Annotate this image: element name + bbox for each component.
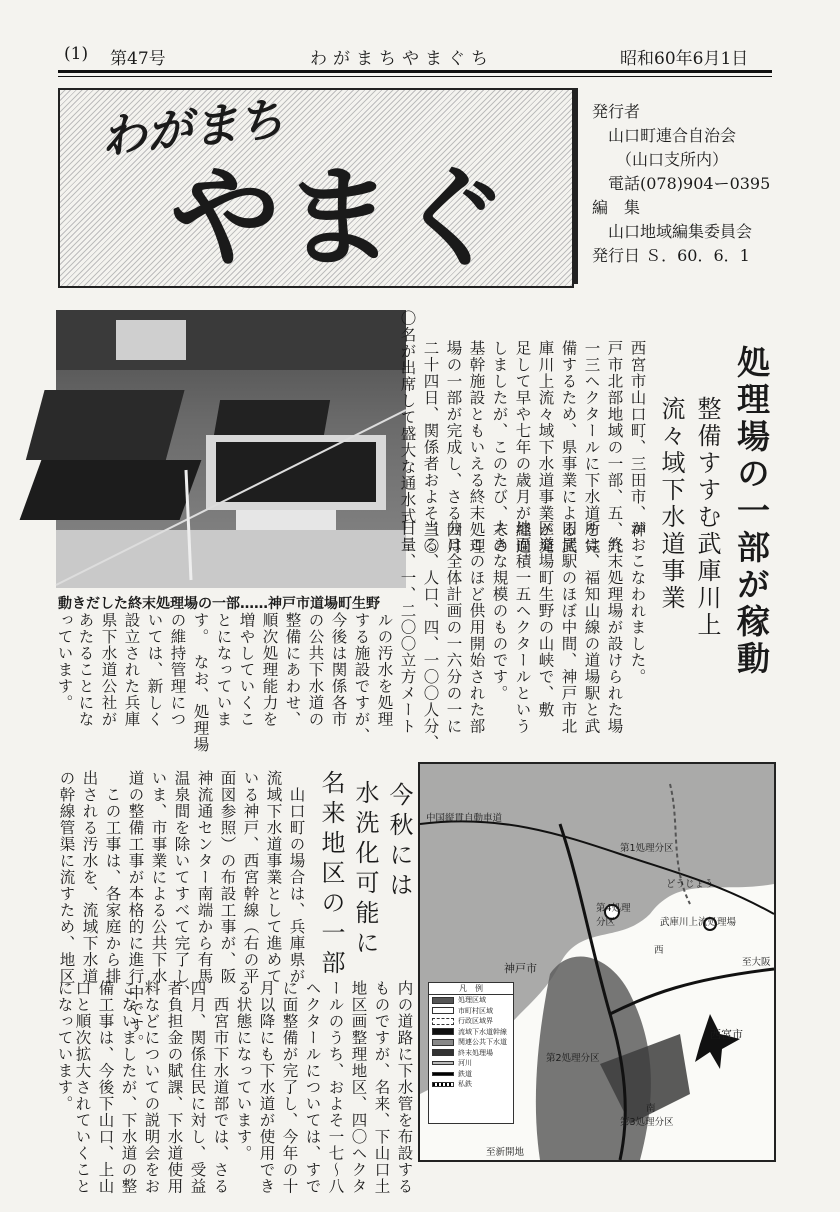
- article1-text-line: 戸市北部地域の一部、五、九: [605, 340, 624, 555]
- photo-caption: 動きだした終末処理場の一部……神戸市道場町生野: [58, 596, 380, 612]
- article2-text-line: この工事は、各家庭から排: [103, 770, 122, 985]
- publisher-line: 発行日 Ｓ．60．6．1: [592, 246, 750, 265]
- article2-text-line: 出される汚水を、流域下水道: [80, 770, 99, 985]
- article1-text-line: あたることにな: [76, 612, 95, 728]
- publisher-line: 山口町連合自治会: [592, 126, 737, 145]
- article1-text-line: 〇名が出席して盛大な通水式: [398, 310, 417, 525]
- article1-text-line: 設立された兵庫: [122, 612, 141, 728]
- article1-text-line: 当る、人口、四、一〇〇人分、: [421, 520, 440, 751]
- article2-text-line: いま、市事業による公共下水: [149, 770, 168, 985]
- article1-text-line: 一三ヘクタールに下水道を完: [582, 340, 601, 555]
- article2-text-line: 者負担金の賦課、下水道使用: [165, 980, 184, 1195]
- map-label: 中国縦貫自動車道: [426, 813, 503, 824]
- article1-text-line: す。 なお、処理場: [191, 612, 210, 753]
- article1-text-line: しましたが、このたび、その: [490, 340, 509, 555]
- article2-text-line: 道の整備工事が本格的に進行中です。: [126, 770, 145, 1051]
- header-rule-thick: [58, 70, 772, 73]
- map-label: 武庫川上流処理場: [660, 917, 737, 928]
- article1-text-line: 終末処理場が設けられた場: [605, 520, 624, 735]
- article1-text-line: 大きな規模のものです。: [490, 520, 509, 702]
- masthead-divider: [574, 88, 578, 284]
- article2-text-line: 料などについての説明会をお: [142, 980, 161, 1195]
- issue-number: 第47号: [110, 49, 166, 69]
- article1-text-line: 西宮市山口町、三田市、神: [628, 340, 647, 538]
- article1-text-line: 分は全体計画の一六分の一に: [444, 520, 463, 735]
- page-number: (1): [64, 44, 89, 64]
- article1-text-line: このほど供用開始された部: [467, 520, 486, 735]
- publisher-line: （山口支所内）: [592, 150, 729, 169]
- legend-item: 関連公共下水道: [429, 1037, 513, 1048]
- article2-text-line: 備工事は、今後下山口、上山: [96, 980, 115, 1195]
- article1-text-line: 県下水道公社が: [99, 612, 118, 728]
- article2-text-line: 面図参照）の布設工事が、阪: [218, 770, 237, 985]
- article1-subhead: 整備すすむ武庫川上: [693, 396, 721, 639]
- legend-item: 市町村区域: [429, 1006, 513, 1017]
- article2-text-line: 西宮市下水道部では、さる: [211, 980, 230, 1195]
- article1-text-line: 今後は関係各市: [329, 612, 348, 728]
- masthead-small-text: わがまち: [97, 91, 287, 165]
- publisher-line: 発行者: [592, 102, 641, 121]
- article2-text-line: の幹線管渠に流すため、地区: [57, 770, 76, 985]
- article2-text-line: 温泉間を除いてすべて完了し、: [172, 770, 191, 1001]
- publisher-line: 編 集: [592, 198, 641, 217]
- article1-text-line: 足して早や七年の歳月が経過: [513, 340, 532, 555]
- article1-text-line: 基幹施設ともいえる終末処理: [467, 340, 486, 555]
- article2-text-line: ヘクタールについては、すで: [303, 980, 322, 1195]
- article2-text-line: 地区画整理地区、四〇ヘクタ: [349, 980, 368, 1195]
- legend-item: 終末処理場: [429, 1048, 513, 1059]
- article2-text-line: に面整備が完了し、今年の十: [280, 980, 299, 1195]
- article1-text-line: 所は、福知山線の道場駅と武: [582, 520, 601, 735]
- publisher-line: 電話(078)904ー0395: [592, 174, 771, 193]
- article2-text-line: になっています。: [55, 980, 74, 1112]
- article2-text-line: こないましたが、下水道の整: [119, 980, 138, 1195]
- newspaper-title: わがまちやまぐち: [310, 49, 494, 69]
- treatment-plant-photo: [56, 310, 406, 588]
- article1-text-line: 地面積一五ヘクタールという: [513, 520, 532, 735]
- article1-text-line: の維持管理につ: [168, 612, 187, 728]
- legend-title: 凡 例: [429, 983, 513, 995]
- article2-text-line: 月以降にも下水道が使用でき: [257, 980, 276, 1195]
- article1-text-line: 区道場町生野の山峡で、敷: [536, 520, 555, 718]
- article1-text-line: 日量、一、二〇〇立方メート: [398, 520, 417, 735]
- article2-text-line: ールのうち、およそ一七～八: [326, 980, 345, 1195]
- legend-item: 流域下水道幹線: [429, 1027, 513, 1038]
- article2-text-line: いる神戸、西宮幹線（右の平: [241, 770, 260, 985]
- article1-headline: 処理場の一部が稼動: [732, 345, 771, 678]
- article1-text-line: 田尾駅のほぼ中間、神戸市北: [559, 520, 578, 735]
- article1-subhead: 流々域下水道事業: [657, 396, 685, 612]
- map-label: 至新開地: [486, 1147, 525, 1158]
- article1-text-line: 庫川上流々域下水道事業が発: [536, 340, 555, 555]
- map-label: 至大阪: [742, 957, 771, 968]
- issue-date: 昭和60年6月1日: [620, 49, 749, 69]
- publisher-line: 山口地域編集委員会: [592, 222, 753, 241]
- article1-text-line: がおこなわれました。: [628, 520, 647, 685]
- article1-text-line: っています。: [55, 612, 74, 711]
- map-label: 第3処理分区: [620, 1117, 674, 1128]
- map-label: 第1処理分区: [620, 843, 674, 854]
- header-rule-thin: [58, 76, 772, 77]
- plant-photo-illustration: [56, 310, 406, 588]
- map-label: 神戸市: [504, 962, 537, 975]
- article1-text-line: とになっていま: [214, 612, 233, 728]
- legend-item: 鉄道: [429, 1069, 513, 1080]
- article1-text-line: 増やしていくこ: [237, 612, 256, 728]
- article1-text-line: 整備にあわせ、: [283, 612, 302, 728]
- article2-text-line: る状態になっています。: [234, 980, 253, 1162]
- article2-heading: 水洗化可能に: [351, 780, 379, 960]
- legend-item: 私鉄: [429, 1079, 513, 1090]
- article2-heading: 名来地区の一部: [317, 770, 345, 980]
- map-label: 西: [654, 945, 664, 956]
- article1-text-line: の公共下水道の: [306, 612, 325, 728]
- article1-text-line: ルの汚水を処理: [375, 612, 394, 728]
- map-label: どうじょう: [666, 879, 714, 890]
- legend-item: 処理区域: [429, 995, 513, 1006]
- article1-text-line: 備するため、県事業による武: [559, 340, 578, 555]
- legend-item: 河川: [429, 1058, 513, 1069]
- article1-text-line: いては、新しく: [145, 612, 164, 728]
- map-label: 西宮市: [710, 1028, 743, 1041]
- map-label: 第4処理分区: [596, 903, 631, 928]
- article2-text-line: 口と順次拡大されていくこと: [73, 980, 92, 1195]
- article2-text-line: 神流通センター南端から有馬: [195, 770, 214, 985]
- article2-text-line: 山口町の場合は、兵庫県が: [287, 770, 306, 985]
- article2-text-line: 内の道路に下水管を布設する: [395, 980, 414, 1195]
- article1-text-line: する施設ですが、: [352, 612, 371, 744]
- article2-text-line: ものですが、名来、下山口土: [372, 980, 391, 1195]
- map-label: 南: [646, 1103, 656, 1114]
- article2-text-line: 流域下水道事業として進めて: [264, 770, 283, 985]
- map-legend: [428, 982, 514, 1124]
- sewer-plan-map: [418, 762, 776, 1162]
- article2-heading: 今秋には: [385, 782, 413, 902]
- article1-text-line: 場の一部が完成し、さる四月: [444, 340, 463, 555]
- masthead-big-text: やまぐ: [170, 154, 512, 282]
- masthead-logo: [58, 88, 574, 288]
- legend-item: 行政区域界: [429, 1016, 513, 1027]
- article1-text-line: 二十四日、関係者およそ三〇: [421, 340, 440, 555]
- map-label: 第2処理分区: [546, 1053, 600, 1064]
- article2-text-line: 四月、関係住民に対し、受益: [188, 980, 207, 1195]
- article1-text-line: 順次処理能力を: [260, 612, 279, 728]
